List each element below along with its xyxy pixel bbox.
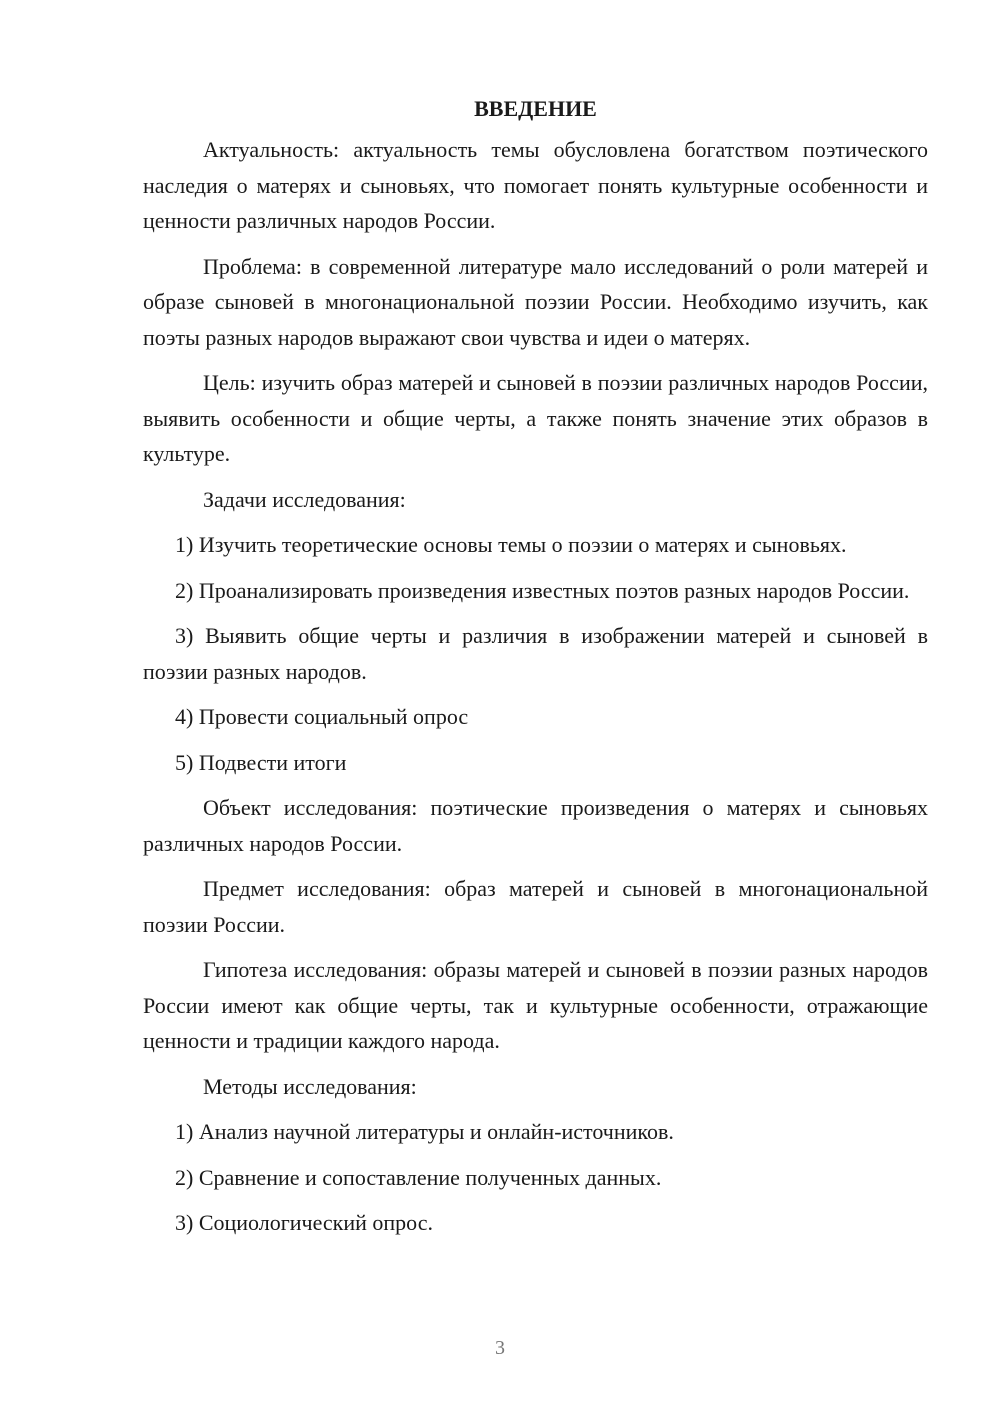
method-item-1: 1) Анализ научной литературы и онлайн-источников. <box>175 1119 674 1144</box>
method-item-2: 2) Сравнение и сопоставление полученных данных. <box>175 1164 662 1190</box>
page-number: 3 <box>495 1337 505 1359</box>
paragraph-methods-heading: Методы исследования: <box>203 1073 417 1099</box>
paragraph-relevance: Актуальность: актуальность темы обусловлена богатством поэтического наследия о матерях и сыновьях, что помогает понять культурные особенности и ценности различных народов России. <box>143 137 928 233</box>
method-item-3: 3) Социологический опрос. <box>175 1210 433 1235</box>
section-heading: ВВЕДЕНИЕ <box>474 96 597 121</box>
paragraph-problem: Проблема: в современной литературе мало исследований о роли матерей и образе сыновей в многонациональной поэзии России. Необходимо изучить, как поэты разных народов выражают свои чувства и идеи о матерях. <box>143 253 928 350</box>
task-item-2: 2) Проанализировать произведения известных поэтов разных народов России. <box>175 577 910 603</box>
paragraph-goal: Цель: изучить образ матерей и сыновей в поэзии различных народов России, выявить особенности и общие черты, а также понять значение этих образов в культуре. <box>143 370 928 466</box>
task-item-5: 5) Подвести итоги <box>175 749 347 775</box>
task-item-4: 4) Провести социальный опрос <box>175 704 469 729</box>
document-page <box>143 92 928 1251</box>
paragraph-hypothesis: Гипотеза исследования: образы матерей и сыновей в поэзии разных народов России имеют как общие черты, так и культурные особенности, отражающие ценности и традиции каждого народа. <box>143 957 928 1053</box>
paragraph-subject: Предмет исследования: образ матерей и сыновей в многонациональной поэзии России. <box>143 876 928 937</box>
task-item-3: 3) Выявить общие черты и различия в изображении матерей и сыновей в поэзии разных народов. <box>143 623 928 684</box>
paragraph-object: Объект исследования: поэтические произведения о матерях и сыновьях различных народов России. <box>143 795 928 856</box>
task-item-1: 1) Изучить теоретические основы темы о поэзии о матерях и сыновьях. <box>175 532 847 557</box>
paragraph-tasks-heading: Задачи исследования: <box>203 486 406 512</box>
